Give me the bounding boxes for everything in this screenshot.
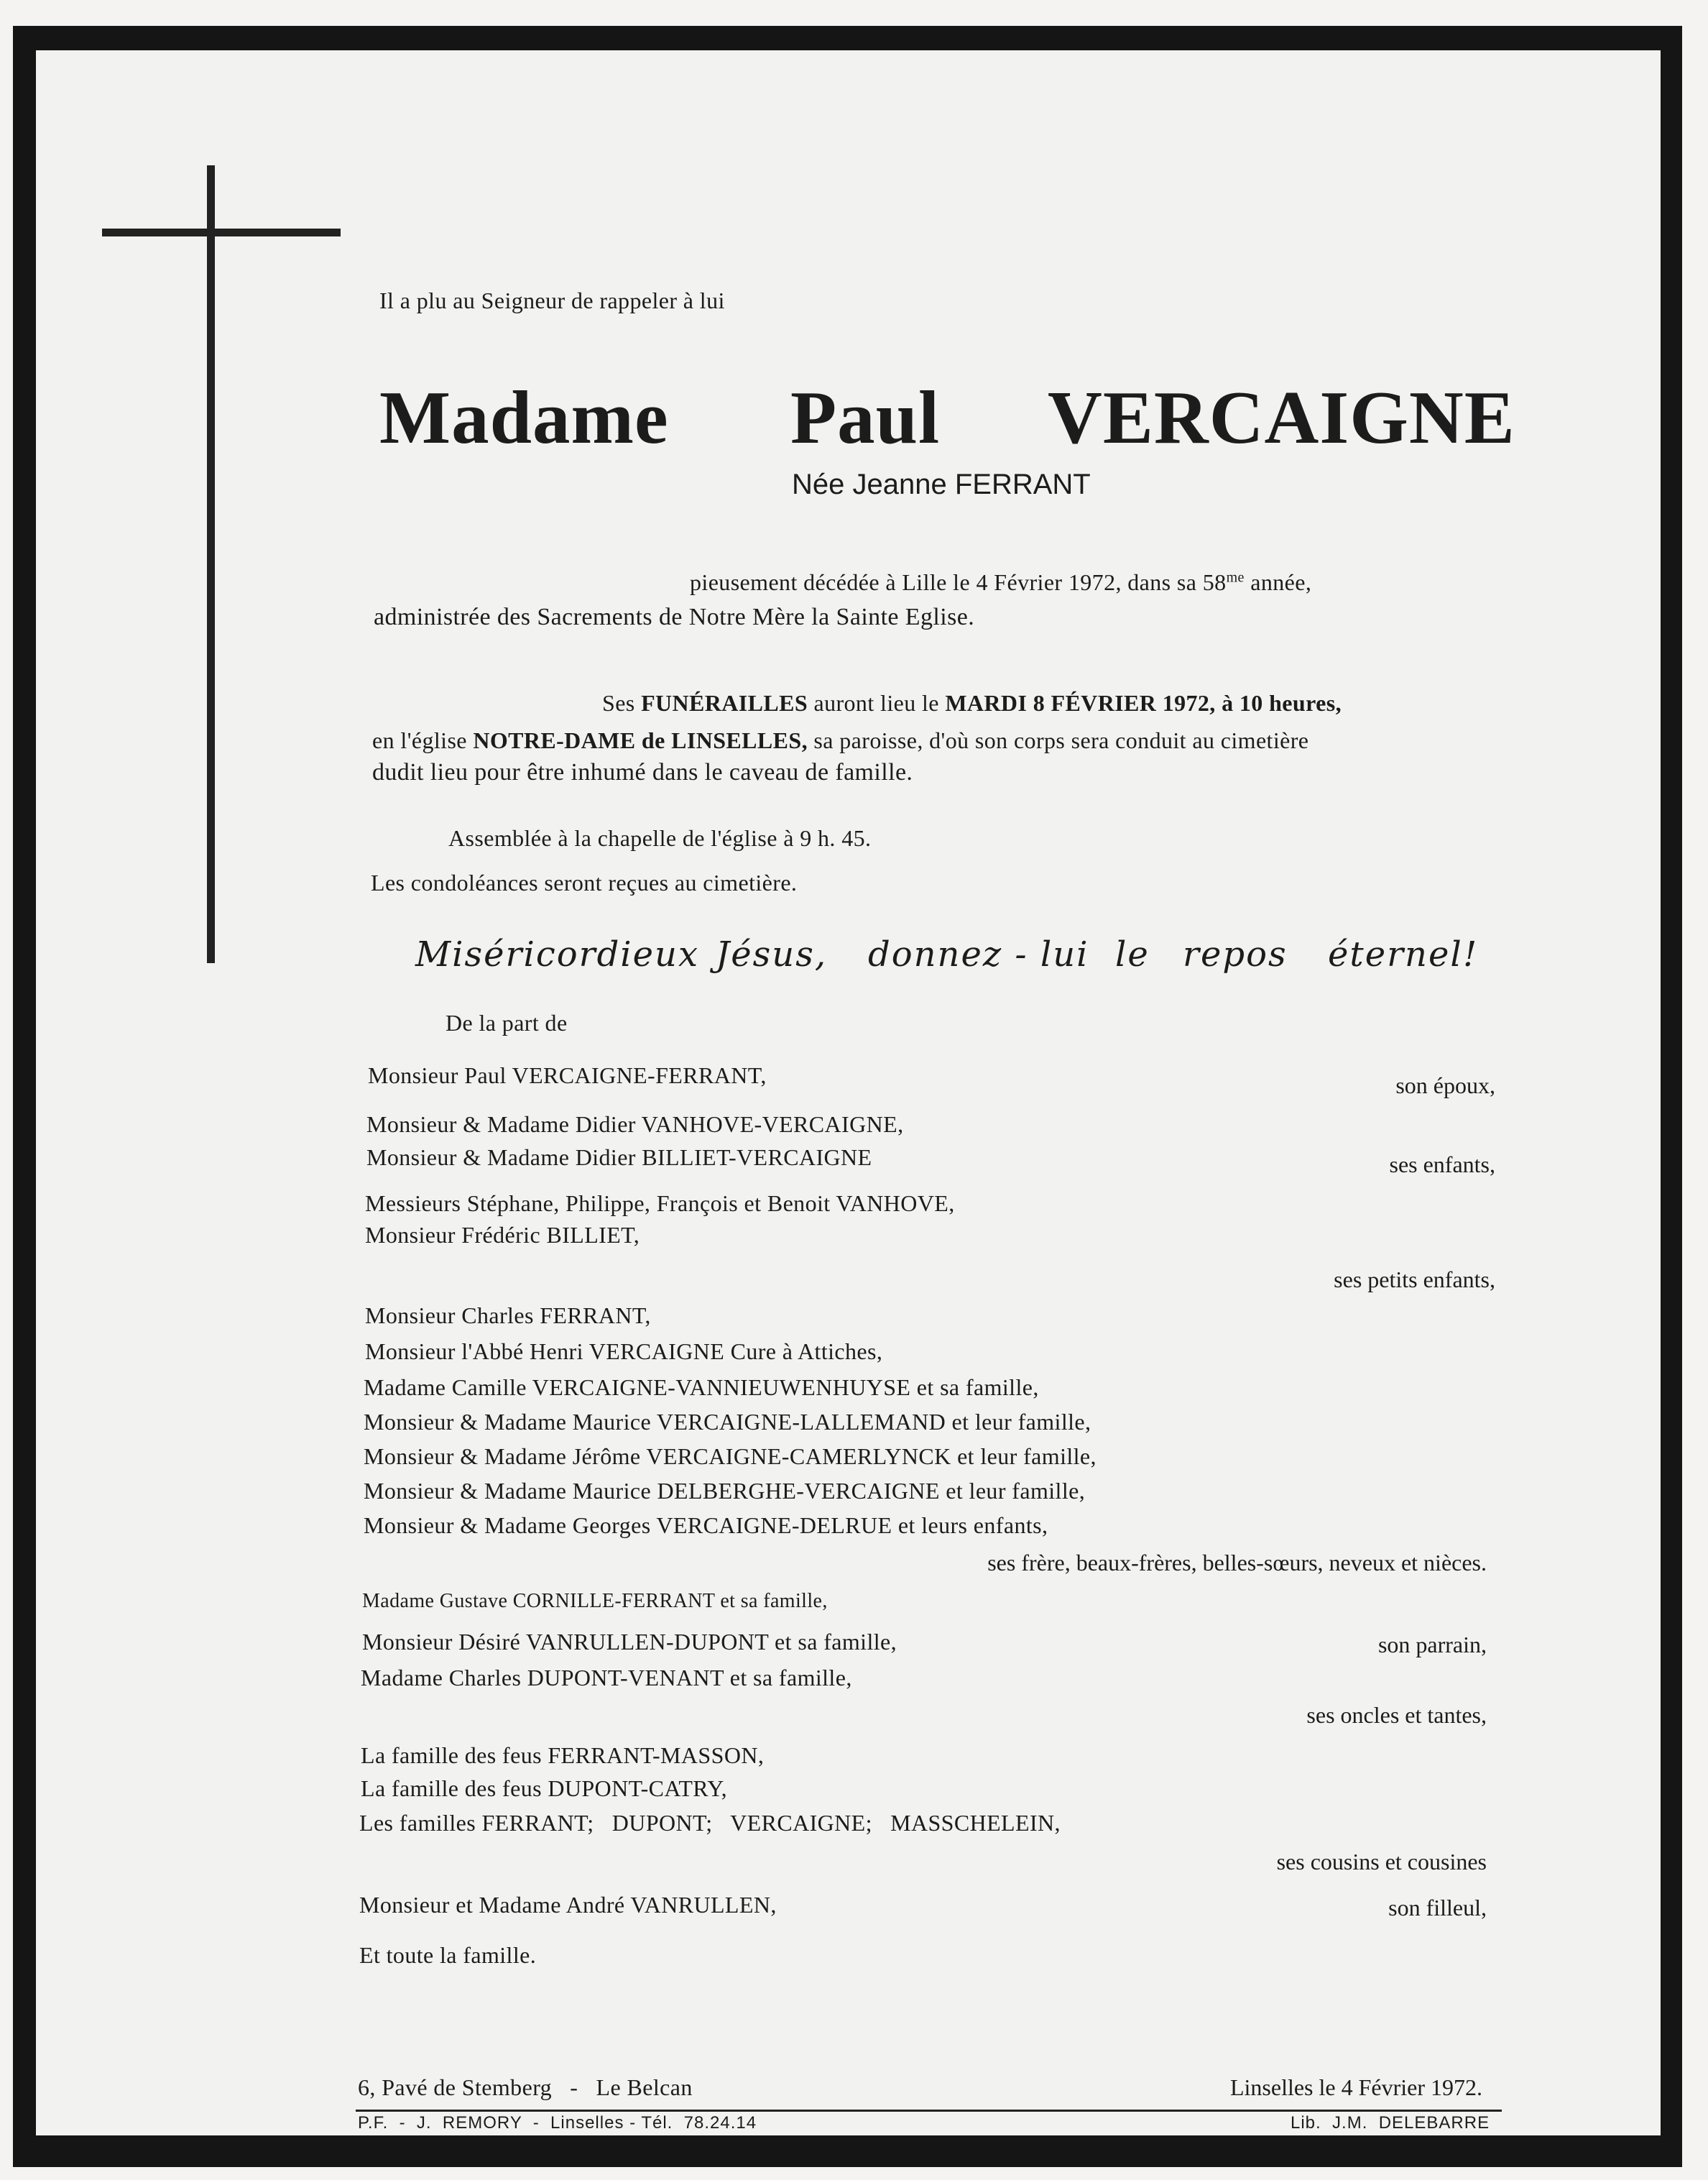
funeral-line-3: dudit lieu pour être inhumé dans le caveau de famille. (372, 759, 913, 786)
family-line: Monsieur l'Abbé Henri VERCAIGNE Cure à Attiches, (365, 1338, 883, 1364)
library-imprint: Lib. J.M. DELEBARRE (1291, 2113, 1490, 2133)
funeral-line-1: Ses FUNÉRAILLES auront lieu le MARDI 8 FÉVRIER 1972, à 10 heures, (602, 690, 1342, 716)
death-line-2: administrée des Sacrements de Notre Mère la Sainte Eglise. (374, 604, 975, 630)
death-line-1: pieusement décédée à Lille le 4 Février 1972, dans sa $58^{me}$ année, (690, 569, 1312, 595)
cross-icon-bar (102, 229, 341, 236)
cross-icon (207, 165, 215, 963)
intro-text: Il a plu au Seigneur de rappeler à lui (379, 288, 725, 313)
prayer-word-7: ! (1463, 934, 1479, 975)
funeral-line-2: en l'église NOTRE-DAME de LINSELLES, sa paroisse, d'où son corps sera conduit au cimetière (372, 727, 1309, 753)
prayer-word-5: repos (1183, 934, 1288, 975)
printer-imprint: P.F. - J. REMORY - Linselles - Tél. 78.24.14 (358, 2113, 757, 2133)
prayer-word-4: le (1115, 934, 1150, 975)
family-line: Monsieur & Madame Jérôme VERCAIGNE-CAMERLYNCK et leur famille, (364, 1443, 1097, 1469)
family-line: La famille des feus DUPONT-CATRY, (361, 1775, 728, 1801)
family-line: Monsieur et Madame André VANRULLEN, (359, 1892, 777, 1918)
relation-label: son filleul, (1388, 1895, 1487, 1921)
footer-address: 6, Pavé de Stemberg - Le Belcan (358, 2074, 693, 2100)
family-line: Madame Gustave CORNILLE-FERRANT et sa famille, (362, 1590, 828, 1612)
family-line: Les familles FERRANT; DUPONT; VERCAIGNE; MASSCHELEIN, (359, 1810, 1061, 1836)
relation-label: son époux, (1395, 1072, 1495, 1098)
family-line: Monsieur & Madame Georges VERCAIGNE-DELRUE et leurs enfants, (364, 1512, 1048, 1538)
family-line: Monsieur Frédéric BILLIET, (365, 1222, 640, 1248)
relation-label: ses cousins et cousines (1276, 1849, 1487, 1875)
prayer-word-1: Miséricordieux (415, 934, 700, 975)
family-line: Et toute la famille. (359, 1942, 537, 1968)
relation-label: ses enfants, (1389, 1151, 1495, 1177)
prayer-word-2: Jésus, (716, 934, 828, 975)
family-line: Monsieur Paul VERCAIGNE-FERRANT, (368, 1062, 767, 1088)
family-line: Monsieur & Madame Didier BILLIET-VERCAIGNE (366, 1144, 872, 1170)
family-line: Monsieur & Madame Didier VANHOVE-VERCAIGNE, (366, 1111, 904, 1137)
maiden-name: Née Jeanne FERRANT (792, 469, 1091, 500)
prayer-word-3: donnez - lui (868, 934, 1089, 975)
footer-place-date: Linselles le 4 Février 1972. (1229, 2074, 1482, 2100)
family-line: Madame Camille VERCAIGNE-VANNIEUWENHUYSE et sa famille, (364, 1374, 1039, 1400)
family-line: Monsieur Désiré VANRULLEN-DUPONT et sa famille, (362, 1629, 897, 1655)
name-paul: Paul (790, 375, 941, 459)
relation-label: ses oncles et tantes, (1306, 1702, 1487, 1728)
family-line: Monsieur & Madame Maurice VERCAIGNE-LALLEMAND et leur famille, (364, 1409, 1091, 1435)
family-line: Monsieur Charles FERRANT, (365, 1302, 651, 1328)
from-label: De la part de (446, 1010, 568, 1036)
prayer-word-6: éternel (1328, 934, 1463, 975)
footer-rule (356, 2110, 1502, 2112)
condoleances-text: Les condoléances seront reçues au cimetière. (371, 870, 798, 896)
relation-label: son parrain, (1377, 1632, 1487, 1657)
family-line: La famille des feus FERRANT-MASSON, (361, 1742, 765, 1768)
relation-label: ses petits enfants, (1334, 1266, 1495, 1292)
name-madame: Madame (379, 375, 669, 459)
relation-label: ses frère, beaux-frères, belles-sœurs, neveux et nièces. (987, 1550, 1487, 1576)
family-line: Madame Charles DUPONT-VENANT et sa famille, (361, 1665, 852, 1691)
family-line: Messieurs Stéphane, Philippe, François et Benoit VANHOVE, (365, 1190, 955, 1216)
assembly-text: Assemblée à la chapelle de l'église à 9 h. 45. (448, 825, 872, 851)
family-line: Monsieur & Madame Maurice DELBERGHE-VERCAIGNE et leur famille, (364, 1478, 1086, 1504)
name-vercaigne: VERCAIGNE (1048, 375, 1515, 459)
